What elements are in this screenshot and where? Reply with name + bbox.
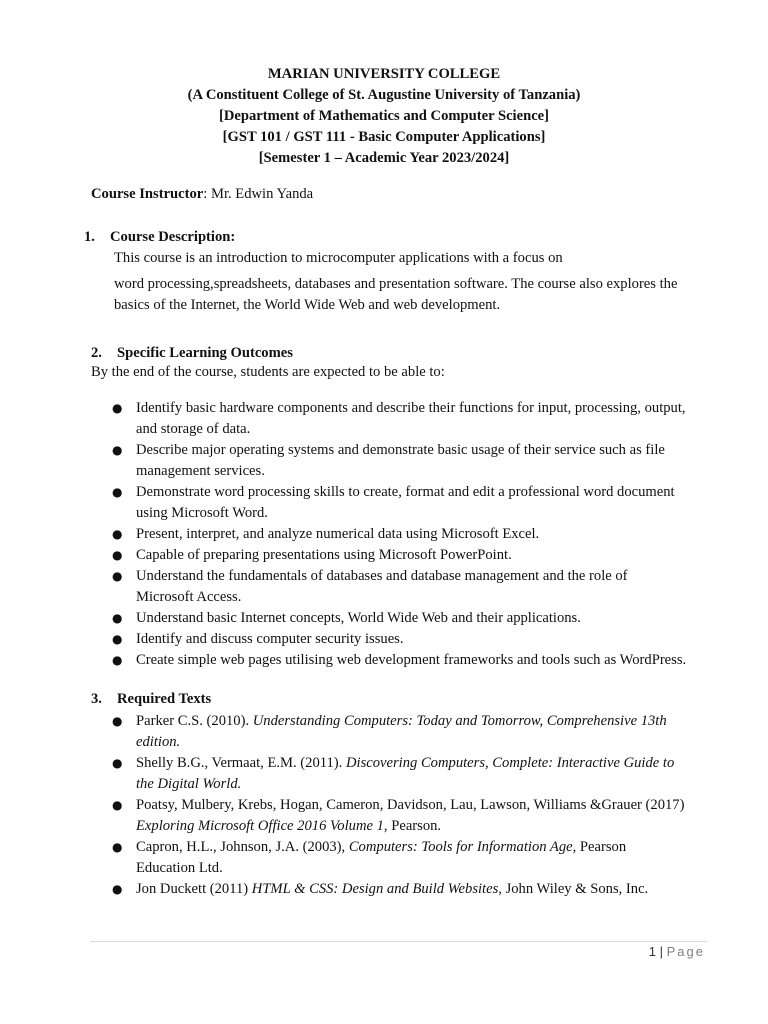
list-item: ● Capable of preparing presentations using Microsoft PowerPoint. (112, 545, 712, 566)
book-title: Discovering Computers, Complete: Interactive Guide to (345, 755, 675, 771)
learning-outcomes-list (112, 398, 712, 671)
bullet-icon: ● (112, 840, 123, 854)
list-item: ● Shelly B.G., Vermaat, E.M. (2011). Discovering Computers, Complete: Interactive Guide to the Digital World. (112, 755, 675, 792)
outcomes-intro: By the end of the course, students are expected to be able to: (91, 364, 445, 380)
course-description-text (114, 248, 714, 317)
section-title: Required Texts (117, 691, 212, 707)
section-heading-required-texts (91, 691, 211, 708)
bullet-icon: ● (112, 443, 123, 457)
bullet-icon: ● (112, 485, 123, 499)
bullet-icon: ● (112, 632, 123, 646)
section-number: 2. (91, 345, 102, 361)
bullet-icon: ● (112, 611, 123, 625)
page-number-value: 1 (648, 944, 656, 959)
document-header (0, 64, 768, 169)
instructor-label: Course Instructor (91, 186, 204, 202)
book-title: Computers: Tools for Information Age (348, 839, 573, 855)
instructor-name: : Mr. Edwin Yanda (203, 186, 314, 202)
list-item: ● Poatsy, Mulbery, Krebs, Hogan, Cameron, Davidson, Lau, Lawson, Williams &Grauer (2017) Exploring Microsoft Office 2016 Volume 1, Pearson. (112, 797, 685, 834)
book-title-cont: edition. (136, 734, 181, 750)
bullet-icon: ● (112, 548, 123, 562)
list-item: ● Understand the fundamentals of databases and database management and the role of Microsoft Access. (112, 568, 628, 605)
list-item: ● Capron, H.L., Johnson, J.A. (2003), Computers: Tools for Information Age, Pearson Education Ltd. (112, 839, 627, 876)
description-line: basics of the Internet, the World Wide Web and web development. (114, 297, 501, 313)
course-instructor (91, 186, 313, 203)
section-heading-outcomes (91, 345, 293, 362)
list-item: ● Parker C.S. (2010). Understanding Computers: Today and Tomorrow, Comprehensive 13th edition. (112, 713, 667, 750)
book-title-cont: the Digital World. (136, 776, 242, 792)
required-texts-list (112, 711, 712, 900)
section-number: 3. (91, 691, 102, 707)
section-title: Course Description: (110, 229, 236, 245)
page-number-separator: | (659, 944, 663, 959)
bullet-icon: ● (112, 569, 123, 583)
bullet-icon: ● (112, 882, 123, 896)
section-heading-description (84, 229, 235, 246)
bullet-icon: ● (112, 527, 123, 541)
footer-divider (90, 941, 707, 942)
list-item: ● Identify basic hardware components and describe their functions for input, processing, output, and storage of data. (112, 400, 686, 437)
college-name: MARIAN UNIVERSITY COLLEGE (267, 66, 501, 82)
book-title: Understanding Computers: Today and Tomorrow, Comprehensive 13th (252, 713, 667, 729)
bullet-icon: ● (112, 756, 123, 770)
section-title: Specific Learning Outcomes (117, 345, 293, 361)
college-affiliation: (A Constituent College of St. Augustine University of Tanzania) (187, 87, 581, 103)
semester-year: [Semester 1 – Academic Year 2023/2024] (258, 150, 510, 166)
department-name: [Department of Mathematics and Computer Science] (218, 108, 550, 124)
book-title: Exploring Microsoft Office 2016 Volume 1 (136, 818, 384, 834)
bullet-icon: ● (112, 653, 123, 667)
list-item: ● Present, interpret, and analyze numerical data using Microsoft Excel. (112, 524, 712, 545)
course-code-title: [GST 101 / GST 111 - Basic Computer Applications] (222, 129, 546, 145)
list-item: ● Identify and discuss computer security issues. (112, 629, 712, 650)
description-line: This course is an introduction to microcomputer applications with a focus on (114, 250, 563, 266)
list-item: ● Create simple web pages utilising web development frameworks and tools such as WordPress. (112, 650, 712, 671)
list-item: ● Describe major operating systems and demonstrate basic usage of their service such as file management services. (112, 442, 665, 479)
list-item: ● Demonstrate word processing skills to create, format and edit a professional word document using Microsoft Word. (112, 484, 675, 521)
page-number (649, 944, 705, 959)
page-word: Page (666, 944, 705, 959)
bullet-icon: ● (112, 714, 123, 728)
list-item: ● Jon Duckett (2011) HTML & CSS: Design and Build Websites, John Wiley & Sons, Inc. (112, 879, 712, 900)
list-item: ● Understand basic Internet concepts, World Wide Web and their applications. (112, 608, 712, 629)
bullet-icon: ● (112, 401, 123, 415)
description-line: word processing,spreadsheets, databases and presentation software. The course also explores the (114, 275, 678, 292)
bullet-icon: ● (112, 798, 123, 812)
section-number: 1. (84, 229, 95, 245)
book-title: HTML & CSS: Design and Build Websites (251, 881, 499, 897)
